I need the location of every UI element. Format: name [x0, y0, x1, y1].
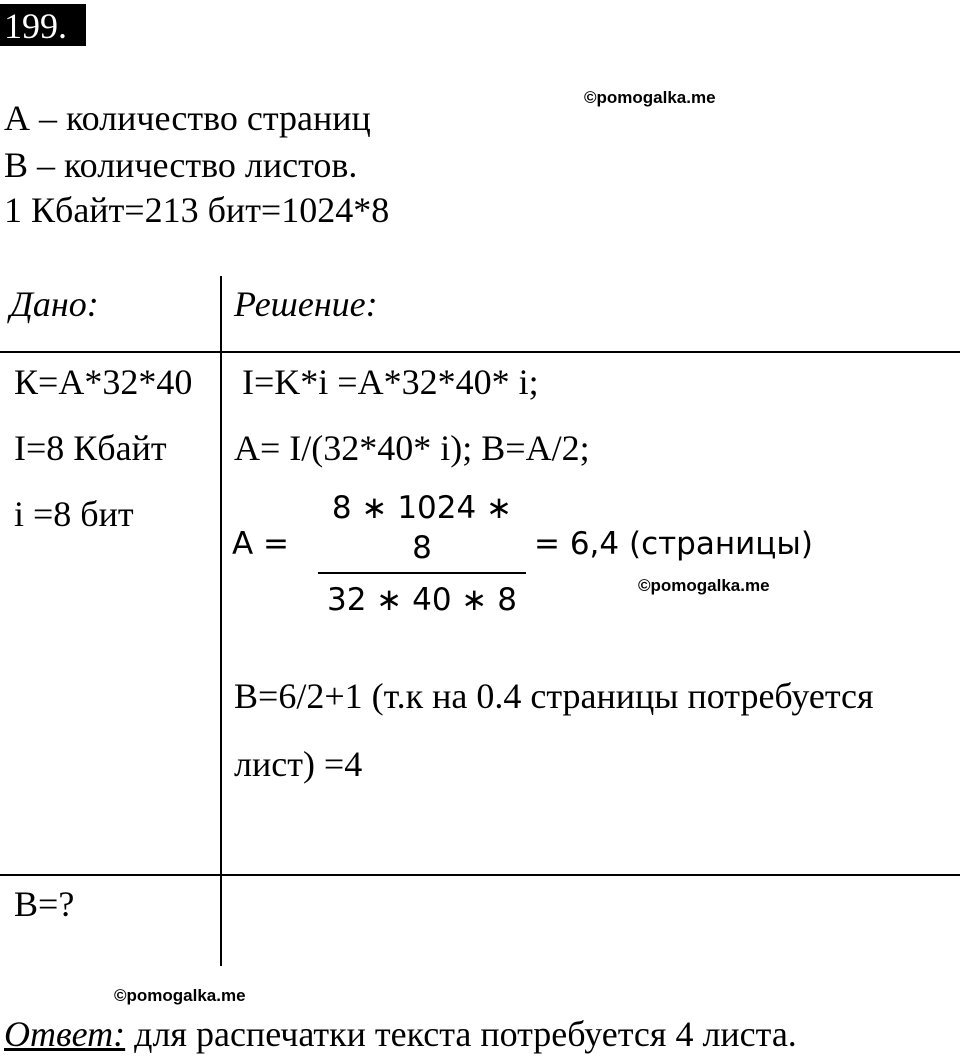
intro-line-a: А – количество страниц	[4, 98, 371, 138]
watermark: ©pomogalka.me	[584, 88, 716, 107]
formula-denominator: 32 ∗ 40 ∗ 8	[327, 582, 517, 618]
watermark: ©pomogalka.me	[638, 576, 770, 595]
formula-rhs: = 6,4 (страницы)	[534, 526, 813, 562]
intro-line-b: В – количество листов.	[4, 145, 358, 185]
given-item: К=А*32*40	[14, 362, 193, 402]
solution-line: лист) =4	[234, 744, 363, 784]
solution-header: Решение:	[234, 284, 378, 324]
fraction-bar	[318, 572, 526, 574]
watermark: ©pomogalka.me	[114, 986, 246, 1005]
solution-line: В=6/2+1 (т.к на 0.4 страницы потребуется	[234, 676, 874, 716]
find-item: В=?	[14, 884, 75, 924]
task-number: 199.	[0, 4, 86, 46]
solution-line: А= I/(32*40* i); В=А/2;	[234, 428, 590, 468]
table-find-divider	[0, 874, 960, 876]
given-item: I=8 Кбайт	[14, 428, 167, 468]
answer-text: для распечатки текста потребуется 4 листа.	[125, 1014, 797, 1054]
formula-fraction	[318, 488, 526, 620]
given-item: i =8 бит	[14, 494, 134, 534]
given-header: Дано:	[10, 284, 99, 324]
intro-line-kbyte: 1 Кбайт=213 бит=1024*8	[4, 190, 390, 230]
formula-numerator: 8 ∗ 1024 ∗ 8	[331, 490, 513, 566]
table-vertical-divider	[220, 276, 222, 966]
answer-line	[4, 1014, 797, 1054]
formula-lhs: А =	[232, 526, 290, 562]
table-header-divider	[0, 351, 960, 353]
solution-line: I=K*i =А*32*40* i;	[242, 362, 539, 402]
answer-label: Ответ:	[4, 1014, 126, 1054]
